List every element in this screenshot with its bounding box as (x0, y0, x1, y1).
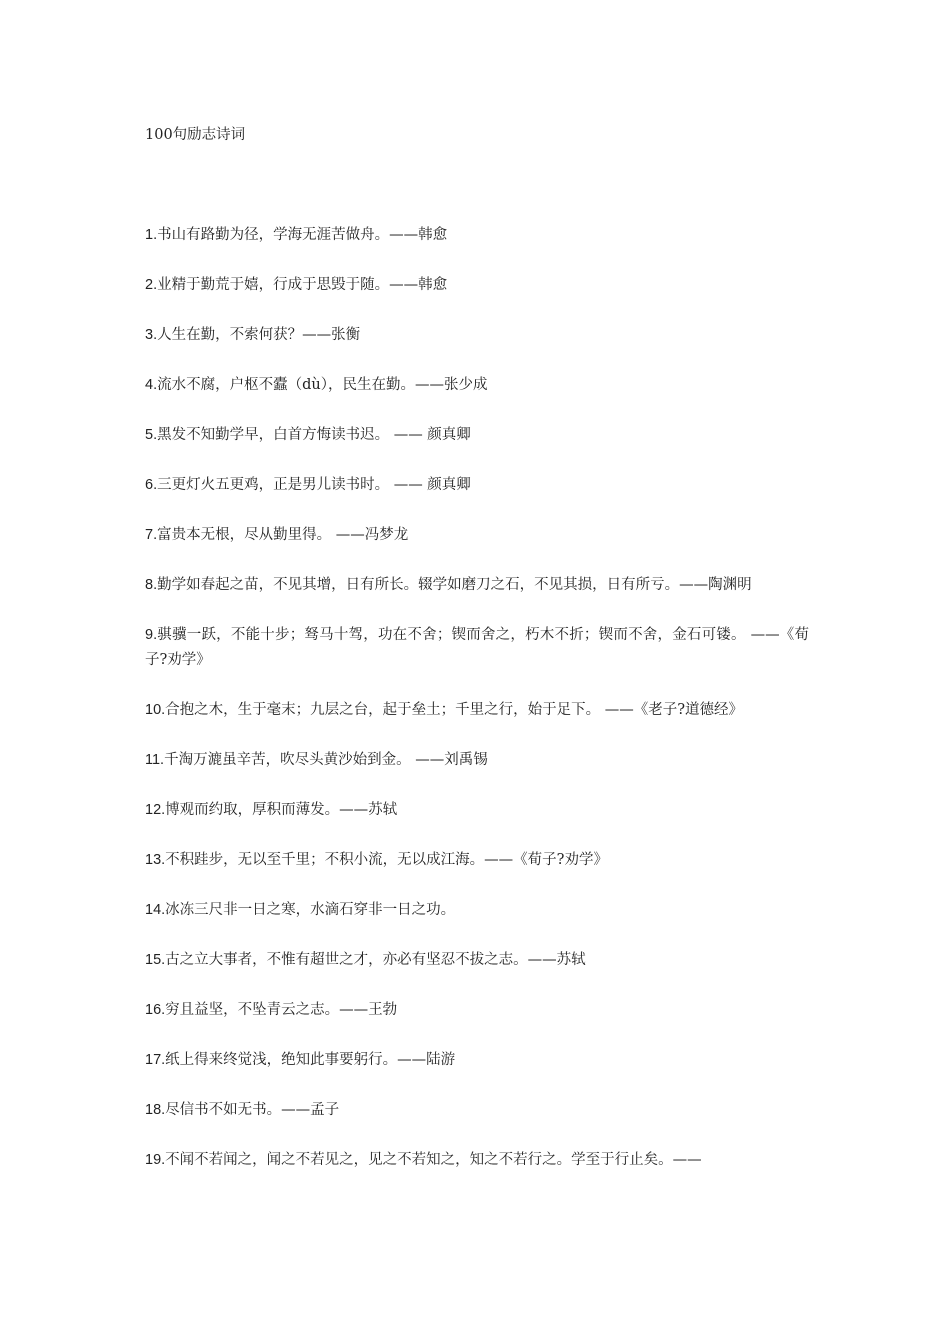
quote-text: 骐骥一跃，不能十步；驽马十驾，功在不舍；锲而舍之，朽木不折；锲而不舍，金石可镂。 ——《荀子?劝学》 (145, 627, 809, 668)
quote-item (145, 523, 809, 548)
quote-text: 纸上得来终觉浅，绝知此事要躬行。——陆游 (165, 1052, 456, 1068)
quote-number: 14. (145, 902, 166, 918)
quote-item (145, 848, 809, 873)
quote-text: 尽信书不如无书。——孟子 (165, 1102, 340, 1118)
quote-number: 4. (145, 377, 158, 393)
quote-text: 冰冻三尺非一日之寒，水滴石穿非一日之功。 (165, 902, 456, 918)
quote-item (145, 473, 809, 498)
quote-text: 博观而约取，厚积而薄发。——苏轼 (165, 802, 398, 818)
quote-item (145, 423, 809, 448)
quote-item (145, 223, 809, 248)
quote-item (145, 323, 809, 348)
quote-number: 3. (145, 327, 158, 343)
quote-item (145, 948, 809, 973)
quote-text: 合抱之木，生于毫末；九层之台，起于垒土；千里之行，始于足下。 ——《老子?道德经》 (165, 702, 744, 718)
quote-number: 18. (145, 1102, 166, 1118)
quote-text: 千淘万漉虽辛苦，吹尽头黄沙始到金。 ——刘禹锡 (164, 752, 488, 768)
quote-text: 不闻不若闻之，闻之不若见之，见之不若知之，知之不若行之。学至于行止矣。—— (165, 1152, 702, 1168)
quote-item (145, 1048, 809, 1073)
quote-text: 流水不腐，户枢不蠹（dù），民生在勤。——张少成 (157, 377, 488, 393)
quote-number: 12. (145, 802, 166, 818)
quote-item (145, 373, 809, 398)
quote-text: 不积跬步，无以至千里；不积小流，无以成江海。——《荀子?劝学》 (165, 852, 608, 868)
quote-item (145, 623, 809, 673)
quote-item (145, 998, 809, 1023)
quote-text: 书山有路勤为径，学海无涯苦做舟。——韩愈 (157, 227, 448, 243)
quote-number: 9. (145, 627, 158, 643)
quote-item (145, 1148, 809, 1173)
quote-text: 三更灯火五更鸡，正是男儿读书时。 —— 颜真卿 (157, 477, 471, 493)
quote-number: 19. (145, 1152, 166, 1168)
quote-text: 勤学如春起之苗，不见其增，日有所长。辍学如磨刀之石，不见其损，日有所亏。——陶渊明 (157, 577, 752, 593)
quote-number: 13. (145, 852, 166, 868)
quote-item (145, 573, 809, 598)
quote-text: 人生在勤，不索何获？——张衡 (157, 327, 361, 343)
quote-number: 10. (145, 702, 166, 718)
quote-number: 6. (145, 477, 158, 493)
document-title: 100句励志诗词 (145, 127, 246, 143)
quote-text: 古之立大事者，不惟有超世之才，亦必有坚忍不拔之志。——苏轼 (165, 952, 586, 968)
quote-item (145, 898, 809, 923)
quote-number: 7. (145, 527, 158, 543)
quote-number: 1. (145, 227, 158, 243)
quote-number: 15. (145, 952, 166, 968)
quote-number: 8. (145, 577, 158, 593)
quote-text: 黑发不知勤学早，白首方悔读书迟。 —— 颜真卿 (157, 427, 471, 443)
quote-text: 富贵本无根，尽从勤里得。 ——冯梦龙 (157, 527, 409, 543)
quote-item (145, 798, 809, 823)
quote-text: 业精于勤荒于嬉，行成于思毁于随。——韩愈 (157, 277, 448, 293)
document-body (145, 123, 809, 1198)
quote-item (145, 698, 809, 723)
quote-text: 穷且益坚，不坠青云之志。——王勃 (165, 1002, 398, 1018)
quote-item (145, 1098, 809, 1123)
quote-number: 17. (145, 1052, 166, 1068)
quote-number: 2. (145, 277, 158, 293)
quote-item (145, 273, 809, 298)
quote-item (145, 748, 809, 773)
quote-number: 11. (145, 752, 165, 768)
quote-number: 5. (145, 427, 158, 443)
quote-number: 16. (145, 1002, 166, 1018)
quote-list (145, 223, 809, 1173)
